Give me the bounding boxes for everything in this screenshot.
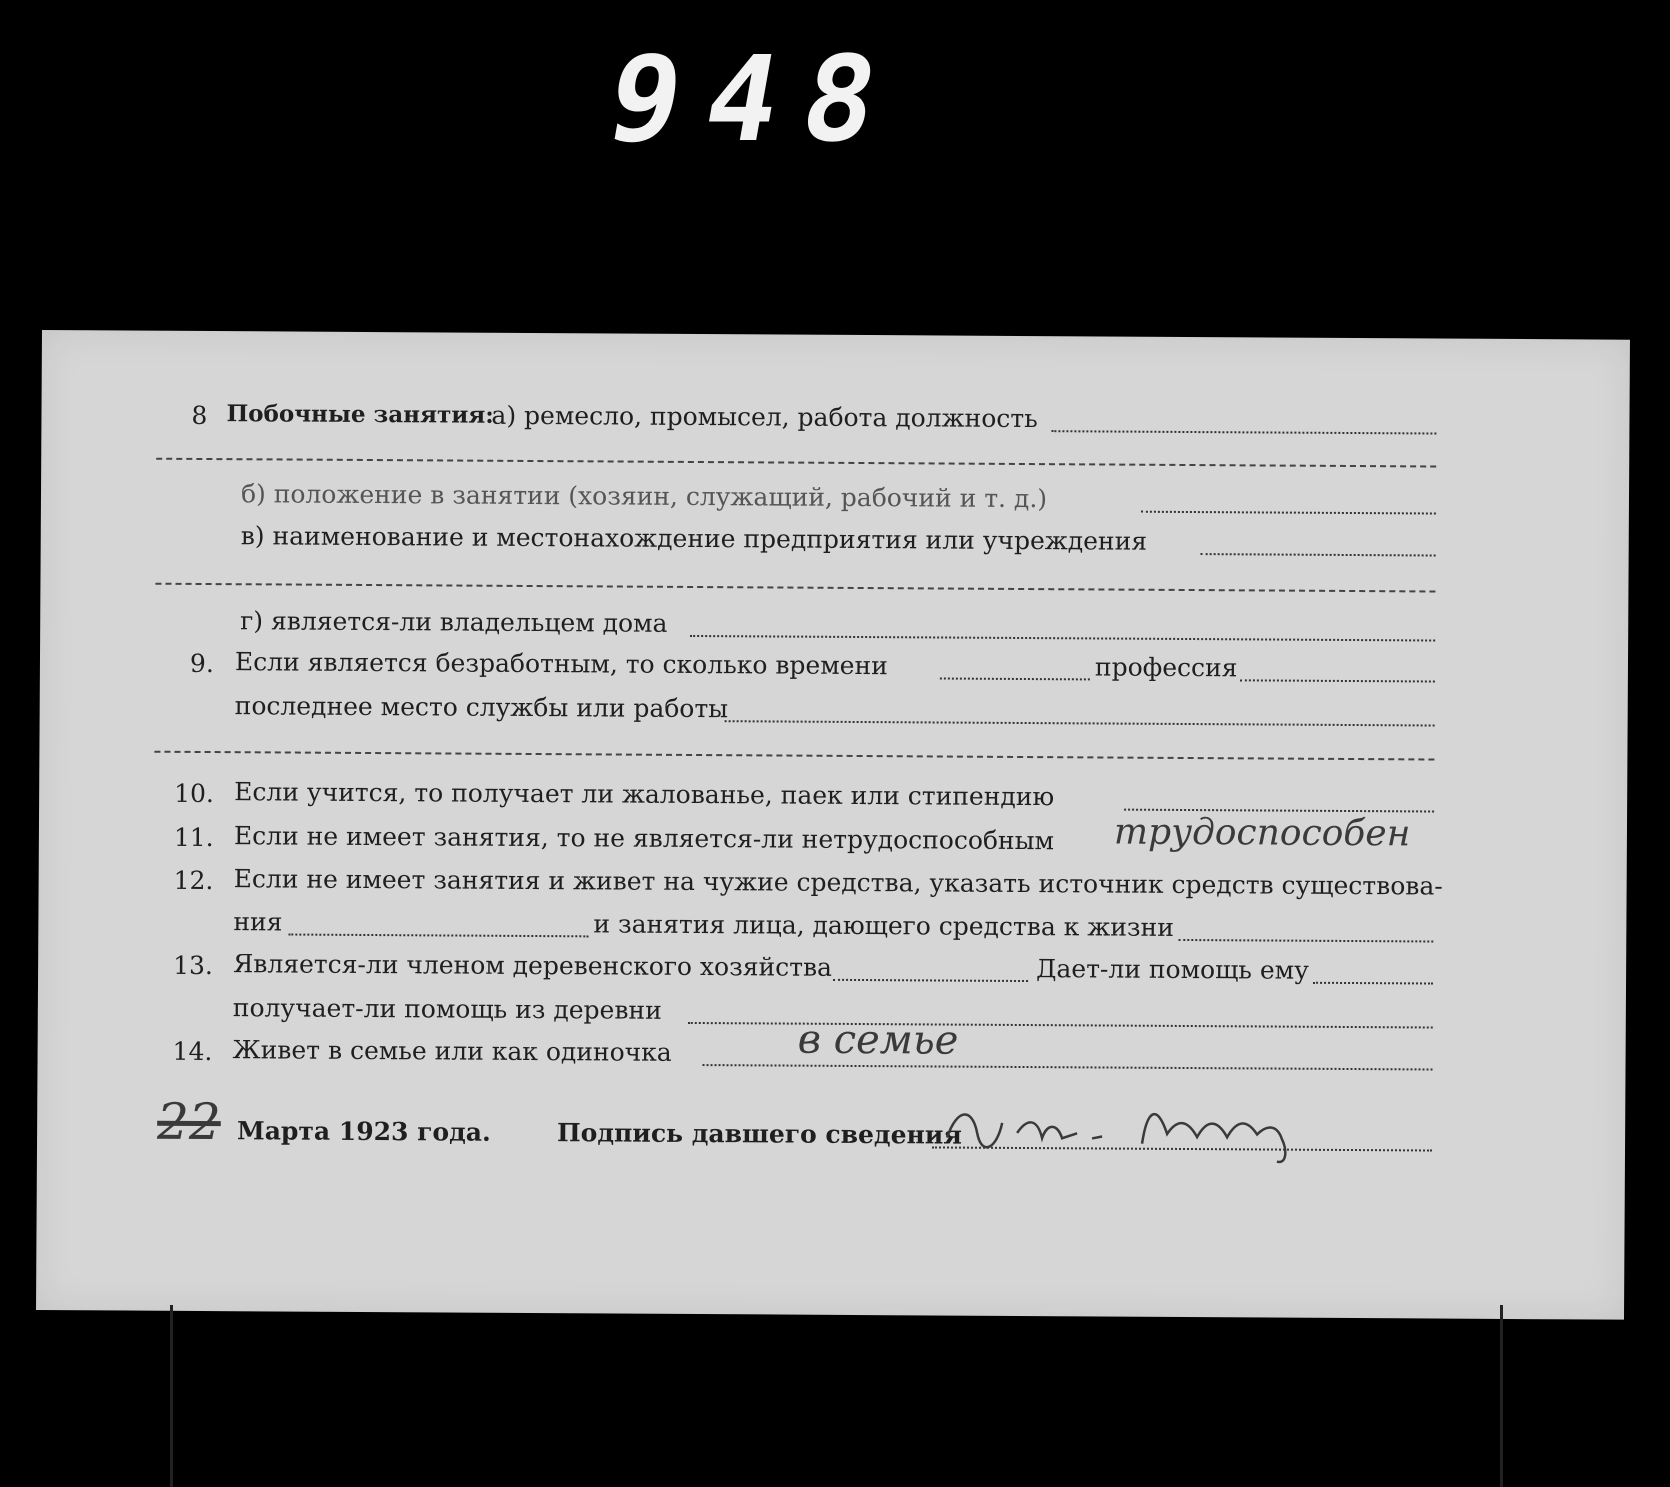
- questionnaire-card: [36, 330, 1630, 1320]
- item10-number: 10.: [174, 778, 215, 809]
- item13-help-field: [1313, 962, 1433, 985]
- item9-duration-field: [940, 657, 1090, 680]
- item12-number: 12.: [173, 865, 214, 896]
- item14-text: Живет в семье или как одиночка: [232, 1035, 672, 1067]
- signature-scribble: [942, 1088, 1362, 1171]
- item9-last-text: последнее место службы или работы: [234, 691, 729, 724]
- item8-b-text: б) положение в занятии (хозяин, служащий, рабочий и т. д.): [240, 479, 1048, 514]
- item9-number: 9.: [189, 648, 214, 679]
- item8-a-line: [156, 456, 1436, 468]
- item8-a-field: [1051, 410, 1436, 434]
- item13-receives-text: получает-ли помощь из деревни: [232, 993, 662, 1025]
- item13-member-field: [833, 959, 1028, 982]
- date-day: 22: [156, 1092, 221, 1152]
- item12-cont-b: и занятия лица, дающего средства к жизни: [593, 909, 1175, 942]
- item11-answer: трудоспособен: [1113, 811, 1411, 855]
- item12-cont-a: ния: [233, 907, 283, 937]
- item8-v-line: [155, 581, 1435, 593]
- item8-number: 8: [191, 400, 208, 431]
- item11-number: 11.: [173, 822, 214, 853]
- item10-text: Если учится, то получает ли жалованье, паек или стипендию: [234, 777, 1055, 812]
- item8-v-field: [1201, 533, 1436, 556]
- item10-field: [1124, 789, 1434, 813]
- item9-profession-field: [1240, 659, 1435, 682]
- item13-help-label: Дает-ли помощь ему: [1036, 954, 1309, 985]
- date-text: Марта 1923 года.: [237, 1116, 491, 1147]
- film-edge-left: [170, 1305, 173, 1487]
- item14-number: 14.: [172, 1036, 213, 1067]
- item8-g-text: г) является-ли владельцем дома: [240, 606, 668, 638]
- item13-number: 13.: [173, 950, 213, 981]
- item9-text: Если является безработным, то сколько времени: [234, 647, 888, 681]
- signature-label: Подпись давшего сведения: [557, 1118, 962, 1150]
- item13-text: Является-ли членом деревенского хозяйства: [233, 949, 833, 982]
- item12-person-field: [1178, 919, 1433, 943]
- item14-answer: в семье: [797, 1016, 959, 1064]
- frame-number: 948: [597, 30, 914, 168]
- item12-source-field: [288, 914, 588, 938]
- item8-b-field: [1141, 491, 1436, 515]
- item9-profession-label: профессия: [1094, 652, 1238, 683]
- item8-title: Побочные занятия:: [226, 400, 494, 429]
- film-edge-right: [1500, 1305, 1503, 1487]
- item8-g-field: [690, 615, 1435, 642]
- item8-a-text: а) ремесло, промысел, работа должность: [491, 400, 1038, 434]
- item9-last-field: [725, 700, 1435, 726]
- item12-text: Если не имеет занятия и живет на чужие средства, указать источник средств существова-: [233, 864, 1443, 901]
- item8-v-text: в) наименование и местонахождение предприятия или учреждения: [240, 521, 1148, 556]
- item9-line: [154, 749, 1434, 761]
- item11-text: Если не имеет занятия, то не является-ли нетрудоспособным: [233, 821, 1055, 856]
